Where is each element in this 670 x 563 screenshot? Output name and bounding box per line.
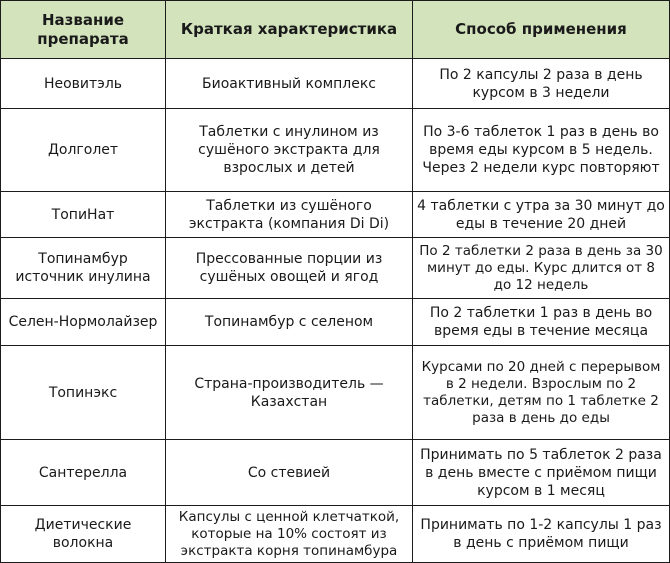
row-7-name: Сантерелла xyxy=(1,440,166,506)
row-5-name: Селен-Нормолайзер xyxy=(1,299,166,346)
row-5-description: Топинамбур с селеном xyxy=(166,299,413,346)
row-8-description: Капсулы с ценной клетчаткой, которые на 10% состоят из экстракта корня топинамбура xyxy=(166,506,413,562)
row-2-usage: По 3-6 таблеток 1 раз в день во время еды курсом в 5 недель. Через 2 недели курс повторяют xyxy=(413,109,669,192)
header-description: Краткая характеристика xyxy=(166,1,413,59)
row-6-name: Топинэкс xyxy=(1,346,166,440)
row-7-usage: Принимать по 5 таблеток 2 раза в день вместе с приёмом пищи курсом в 1 месяц xyxy=(413,440,669,506)
row-4-description: Прессованные порции из сушёных овощей и ягод xyxy=(166,238,413,299)
row-7-description: Со стевией xyxy=(166,440,413,506)
row-5-usage: По 2 таблетки 1 раз в день во время еды в течение месяца xyxy=(413,299,669,346)
row-6-description: Страна-производитель — Казахстан xyxy=(166,346,413,440)
row-2-name: Долголет xyxy=(1,109,166,192)
row-4-usage: По 2 таблетки 2 раза в день за 30 минут до еды. Курс длится от 8 до 12 недель xyxy=(413,238,669,299)
row-1-usage: По 2 капсулы 2 раза в день курсом в 3 недели xyxy=(413,59,669,109)
row-8-name: Диетические волокна xyxy=(1,506,166,562)
header-name: Название препарата xyxy=(1,1,166,59)
row-1-name: Неовитэль xyxy=(1,59,166,109)
row-1-description: Биоактивный комплекс xyxy=(166,59,413,109)
row-3-name: ТопиНат xyxy=(1,192,166,238)
row-3-description: Таблетки из сушёного экстракта (компания Di Di) xyxy=(166,192,413,238)
row-6-usage: Курсами по 20 дней с перерывом в 2 недели. Взрослым по 2 таблетки, детям по 1 таблетке 2 раза в день до еды xyxy=(413,346,669,440)
header-usage: Способ применения xyxy=(413,1,669,59)
row-2-description: Таблетки с инулином из сушёного экстракта для взрослых и детей xyxy=(166,109,413,192)
row-4-name: Топинамбур источник инулина xyxy=(1,238,166,299)
row-8-usage: Принимать по 1-2 капсулы 1 раз в день с приёмом пищи xyxy=(420,517,662,551)
row-3-usage: 4 таблетки с утра за 30 минут до еды в течение 20 дней xyxy=(413,192,669,238)
